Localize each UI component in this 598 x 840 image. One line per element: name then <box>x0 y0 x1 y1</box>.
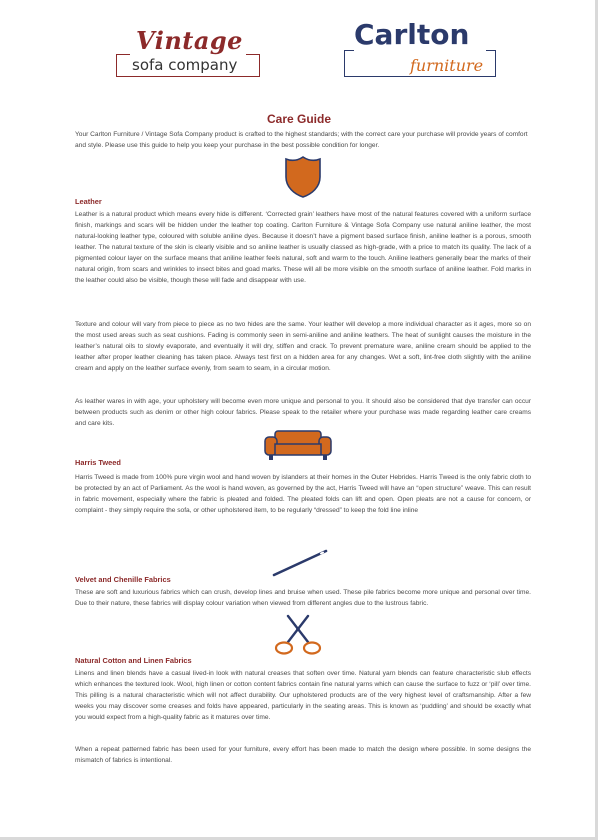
logo-bracket <box>259 54 260 76</box>
vintage-sofa-company-logo <box>112 14 264 82</box>
cotton-linen-paragraph-2: When a repeat patterned fabric has been used for your furniture, every effort has been made to match the design where possible. In some designs the mismatch of fabrics is intentional. <box>75 746 531 764</box>
sofa-icon <box>263 428 333 462</box>
shield-icon <box>283 155 323 199</box>
page-title: Care Guide <box>266 112 332 126</box>
logo-bracket <box>344 50 345 76</box>
vintage-logo-wordmark: Vintage <box>136 26 243 55</box>
carlton-logo-subtitle: furniture <box>410 56 484 75</box>
leather-paragraph-3: As leather wares in with age, your upholstery will become even more unique and personal to you. It should also be considered that dye transfer can occur between products such as denim or other high colour fabrics. Please speak to the retailer where your purchase was made regarding leather care creams and care kits. <box>75 398 531 427</box>
logo-bracket <box>116 54 117 76</box>
leather-paragraph-2: Texture and colour will vary from piece to piece as no two hides are the same. Your leather will develop a more individual character as it ages, more so on the most used areas such as seat cushions. Fading is commonly seen in semi-aniline and aniline leathers. The heat of sunlight causes the moisture in the leather’s natural oils to slowly evaporate, and eventually it will dry, stiffen and crack. To prevent premature ware, aniline cream should be applied to the leather after proper leather cleaning has taken place. Always test first on a hidden area for any changes. Wet a soft, lint-free cloth slightly with the aniline cream and apply on the leather surface evenly, from seam to seam, in a circular motion. <box>75 321 531 372</box>
logo-rule <box>116 54 130 55</box>
logo-bracket <box>495 50 496 76</box>
cotton-linen-paragraph-1: Linens and linen blends have a casual lived-in look with natural creases that soften over time. Natural yarn blends can feature characteristic slub effects which enhances the textured look. Wool, high linen or cotton content fabrics contain fine natural yarns which can cause the surface to fuzz or ‘pill’ over time. This pilling is a natural characteristic which will not affect durability. Our upholstered products are of the very highest level of craftsmanship. After a few weeks you may discover some creases and folds have appeared, particularly in the seating areas. This is known as ‘puddling’ and should be exactly what you would expect from a high-quality fabric as it matures over time. <box>75 670 531 721</box>
section-heading-cotton-linen: Natural Cotton and Linen Fabrics <box>75 656 192 665</box>
logo-rule <box>246 54 260 55</box>
vintage-logo-subtitle: sofa company <box>132 56 238 74</box>
section-heading-harris-tweed: Harris Tweed <box>75 458 121 467</box>
logo-rule <box>344 50 354 51</box>
carlton-logo-wordmark: Carlton <box>354 18 470 51</box>
leather-paragraph-1: Leather is a natural product which means every hide is different. ‘Corrected grain’ leathers have most of the natural features covered with a uniform surface finish, markings and scars will be hidden under the leather top coating. Carlton Furniture & Vintage Sofa Company use natural aniline leather, the most natural-looking leather type, coloured with soluble aniline dyes. Because it doesn’t have a pigment based surface finish, aniline leather is a porous, smooth leather. The natural texture of the skin is clearly visible and so aniline leather is usually classed as high-grade, with a price to match its quality. The lack of a pigmented colour layer on the surface means that aniline leather feels natural, soft and warm to the touch. Aniline leathers generally bear the marks of their natural origin, from scars and wrinkles to insect bites and goad marks. These will all be more visible on the smooth surface of aniline leather. Fold marks in the leather could also be visible, though these will fade and disappear with use. <box>75 211 531 284</box>
section-heading-velvet-chenille: Velvet and Chenille Fabrics <box>75 575 171 584</box>
needle-icon <box>270 548 330 578</box>
intro-paragraph: Your Carlton Furniture / Vintage Sofa Company product is crafted to the highest standards; with the correct care your purchase will provide years of comfort and style. Please use this guide to help you keep your purchase in the best possible condition for longer. <box>75 131 528 149</box>
harris-tweed-paragraph: Harris Tweed is made from 100% pure virgin wool and hand woven by islanders at their homes in the Outer Hebrides. Harris Tweed is the only fabric cloth to be protected by an act of Parliament. As the wool is hand woven, as governed by the act, Harris Tweed will have an “open structure” weave. This can result in fabric movement, especially where the fabric is pleated and folded. The pleated folds can lift and open. Open pleats are not a cause for concern, or complaint - they simply require the sofa, or other upholstered item, to be regularly “dressed” to keep the fold line inline <box>75 474 531 514</box>
carlton-furniture-logo <box>340 14 500 82</box>
logo-rule <box>116 76 260 77</box>
logo-rule <box>344 76 496 77</box>
section-heading-leather: Leather <box>75 197 102 206</box>
scissors-icon <box>270 612 326 656</box>
velvet-chenille-paragraph: These are soft and luxurious fabrics which can crush, develop lines and bruise when used. These pile fabrics become more unique and personal over time. Due to their nature, these fabrics will display colour variation when viewed from different angles due to the lustrous fabric. <box>75 589 531 607</box>
